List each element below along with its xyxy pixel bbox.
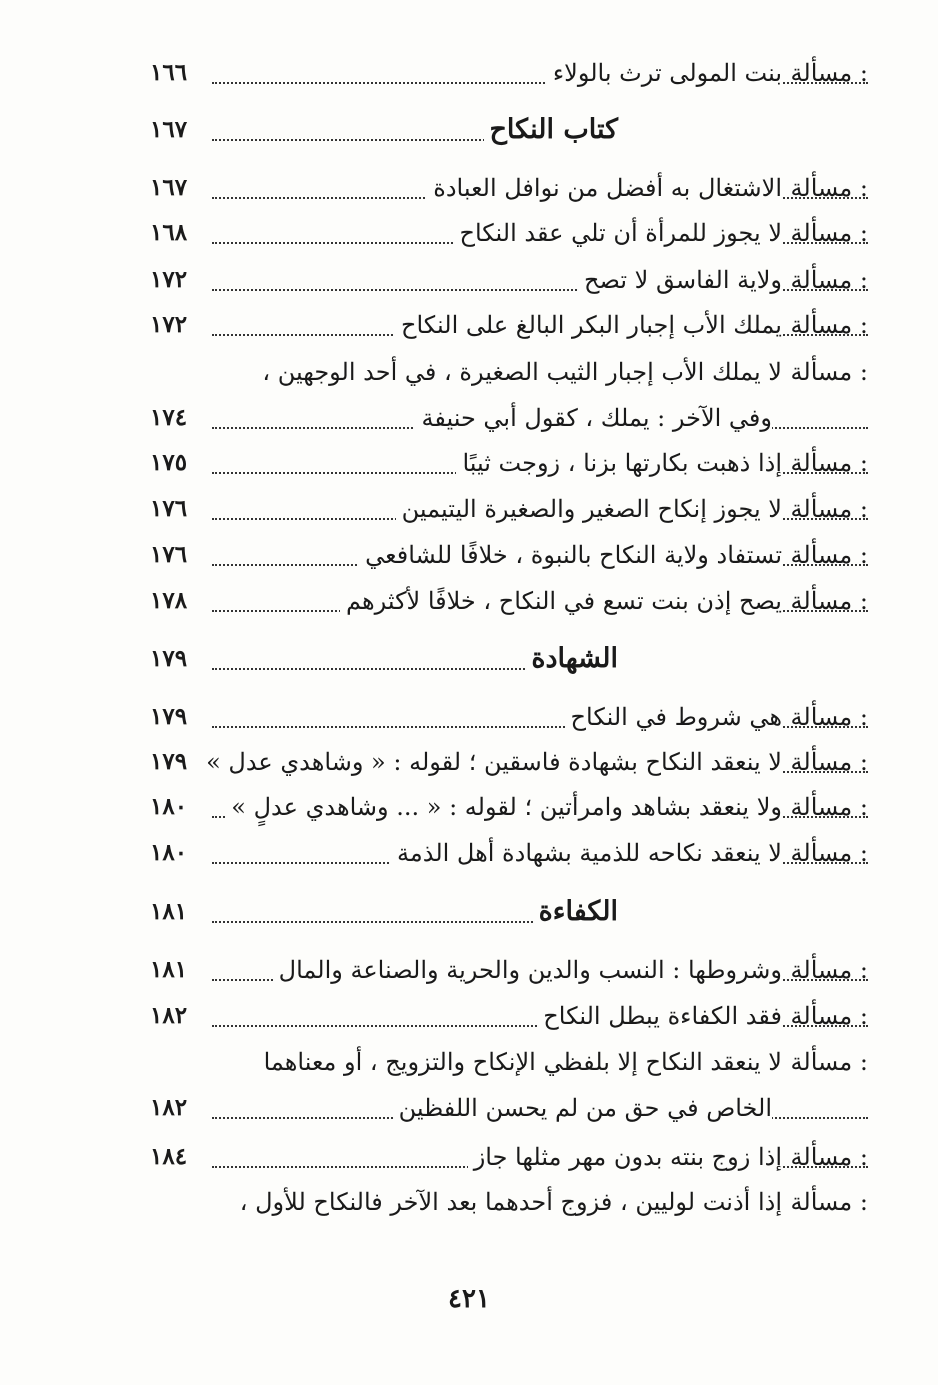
page-ref: ١٦٧ — [150, 107, 210, 153]
page-ref: ١٨٢ — [150, 1085, 210, 1131]
page-ref: ١٧٢ — [150, 302, 210, 348]
entry-prefix: مسألة : — [790, 495, 868, 523]
entry-text: لا يجوز إنكاح الصغير والصغيرة اليتيمين — [396, 486, 782, 532]
page-ref: ١٧٦ — [150, 532, 210, 578]
toc-entry — [150, 830, 868, 876]
entry-text: لا ينعقد نكاحه للذمية بشهادة أهل الذمة — [391, 830, 782, 876]
entry-prefix: مسألة : — [790, 541, 868, 569]
page-ref: ١٧٩ — [150, 694, 210, 740]
entry-prefix: مسألة : — [790, 793, 868, 821]
toc-entry — [150, 210, 868, 256]
toc-entry — [150, 349, 868, 395]
toc-entry — [150, 784, 868, 830]
toc-entry — [150, 395, 868, 441]
entry-text: لا ينعقد النكاح بشهادة فاسقين ؛ لقوله : « وشاهدي عدل » — [200, 739, 782, 785]
toc-heading — [150, 889, 868, 935]
toc-entry — [150, 440, 868, 486]
entry-text: ولاية الفاسق لا تصح — [578, 257, 782, 303]
page-ref: ١٨١ — [150, 947, 210, 993]
toc-heading — [150, 107, 868, 153]
toc-entry — [150, 1134, 868, 1180]
page-ref: ١٦٨ — [150, 210, 210, 256]
toc-entry — [150, 50, 868, 96]
toc-entry — [150, 165, 868, 211]
entry-text: بنت المولى ترث بالولاء — [547, 50, 782, 96]
entry-text: الاشتغال به أفضل من نوافل العبادة — [427, 165, 782, 211]
entry-prefix: مسألة : — [790, 358, 868, 386]
page-number: ٤٢١ — [448, 1284, 490, 1314]
entry-text: إذا ذهبت بكارتها بزنا ، زوجت ثيبًا — [456, 440, 782, 486]
toc-entry — [150, 947, 868, 993]
section-title: الكفاءة — [533, 889, 618, 935]
entry-text: لا ينعقد النكاح إلا بلفظي الإنكاح والتزويج ، أو معناهما — [258, 1039, 782, 1085]
entry-prefix: مسألة : — [790, 587, 868, 615]
toc-entry — [150, 1179, 868, 1225]
entry-text: ولا ينعقد بشاهد وامرأتين ؛ لقوله : « ... وشاهدي عدلٍ » — [225, 784, 782, 830]
entry-prefix: مسألة : — [790, 748, 868, 776]
toc-entry — [150, 1039, 868, 1085]
page-ref: ١٧٦ — [150, 486, 210, 532]
page-ref: ١٧٩ — [150, 636, 210, 682]
entry-prefix: مسألة : — [790, 266, 868, 294]
toc-entry — [150, 257, 868, 303]
entry-text: الخاص في حق من لم يحسن اللفظين — [393, 1085, 772, 1131]
page-ref: ١٨٢ — [150, 993, 210, 1039]
entry-text: وشروطها : النسب والدين والحرية والصناعة والمال — [273, 947, 782, 993]
section-title: كتاب النكاح — [484, 107, 619, 153]
entry-text: هي شروط في النكاح — [565, 694, 782, 740]
page-ref: ١٨٤ — [150, 1134, 210, 1180]
entry-text: لا يملك الأب إجبار الثيب الصغيرة ، في أحد الوجهين ، — [256, 349, 782, 395]
toc-entry — [150, 486, 868, 532]
entry-prefix: مسألة : — [790, 59, 868, 87]
entry-prefix: مسألة : — [790, 174, 868, 202]
entry-prefix: مسألة : — [790, 1143, 868, 1171]
section-title: الشهادة — [525, 636, 618, 682]
toc-entry — [150, 1085, 868, 1131]
entry-text: تستفاد ولاية النكاح بالنبوة ، خلافًا للشافعي — [359, 532, 782, 578]
toc-entry — [150, 739, 868, 785]
page-ref: ١٧٨ — [150, 578, 210, 624]
entry-prefix: مسألة : — [790, 1002, 868, 1030]
entry-prefix: مسألة : — [790, 1188, 868, 1216]
page-ref: ١٨٠ — [150, 830, 210, 876]
toc-heading — [150, 636, 868, 682]
toc-entry — [150, 993, 868, 1039]
entry-prefix: مسألة : — [790, 219, 868, 247]
page-ref: ١٨١ — [150, 889, 210, 935]
entry-text: وفي الآخر : يملك ، كقول أبي حنيفة — [415, 395, 772, 441]
entry-text: إذا أذنت لوليين ، فزوج أحدهما بعد الآخر فالنكاح للأول ، — [234, 1179, 782, 1225]
entry-prefix: مسألة : — [790, 311, 868, 339]
page-ref: ١٧٢ — [150, 257, 210, 303]
toc-entry — [150, 578, 868, 624]
entry-prefix: مسألة : — [790, 1048, 868, 1076]
toc-entry — [150, 302, 868, 348]
page-ref: ١٦٦ — [150, 50, 210, 96]
entry-text: إذا زوج بنته بدون مهر مثلها جاز — [468, 1134, 782, 1180]
page-ref: ١٦٧ — [150, 165, 210, 211]
entry-prefix: مسألة : — [790, 449, 868, 477]
entry-text: يملك الأب إجبار البكر البالغ على النكاح — [395, 302, 782, 348]
toc-entry — [150, 694, 868, 740]
entry-text: فقد الكفاءة يبطل النكاح — [537, 993, 782, 1039]
page-ref: ١٧٩ — [150, 739, 210, 785]
entry-prefix: مسألة : — [790, 839, 868, 867]
toc-entry — [150, 532, 868, 578]
entry-text: يصح إذن بنت تسع في النكاح ، خلافًا لأكثرهم — [340, 578, 782, 624]
entry-prefix: مسألة : — [790, 956, 868, 984]
page-ref: ١٧٤ — [150, 395, 210, 441]
page-ref: ١٨٠ — [150, 784, 210, 830]
entry-prefix: مسألة : — [790, 703, 868, 731]
page-ref: ١٧٥ — [150, 440, 210, 486]
entry-text: لا يجوز للمرأة أن تلي عقد النكاح — [454, 210, 783, 256]
